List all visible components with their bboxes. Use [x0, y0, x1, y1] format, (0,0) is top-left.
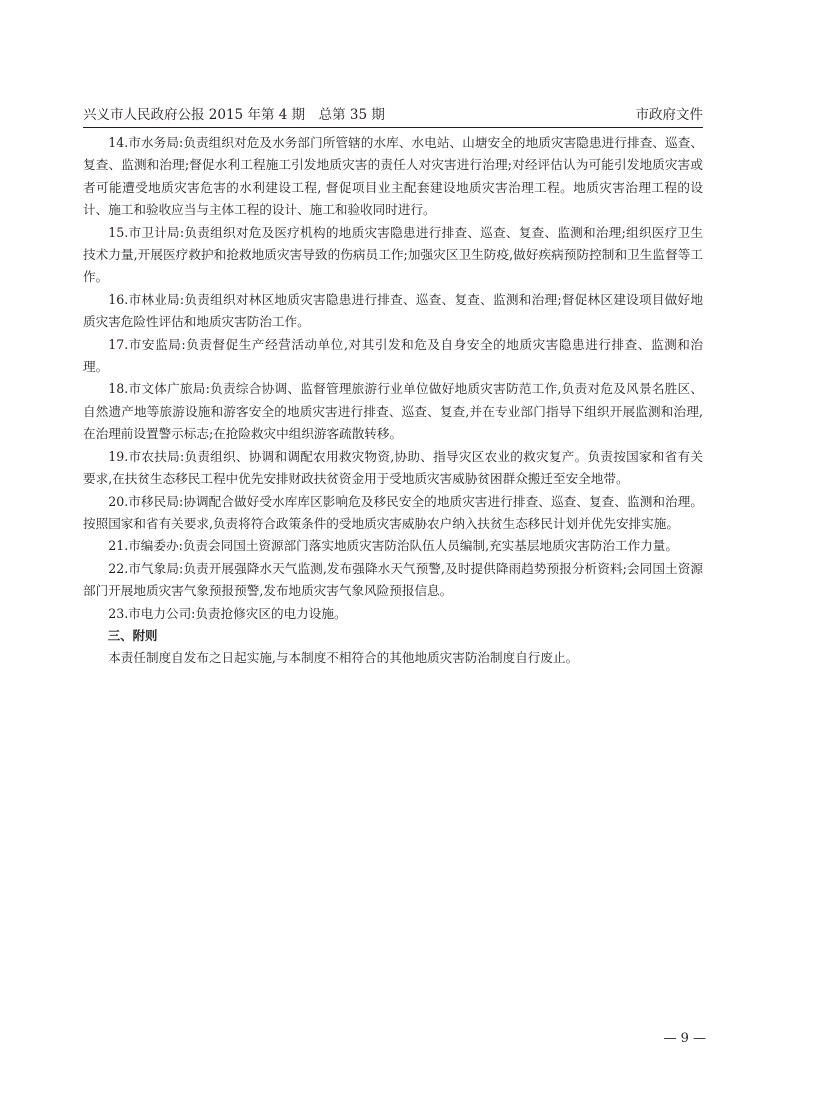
- paragraph-item-15: 15.市卫计局:负责组织对危及医疗机构的地质灾害隐患进行排查、巡查、复查、监测和治理;组织医疗卫生技术力量,开展医疗救护和抢救地质灾害导致的伤病员工作;加强灾区卫生防疫,做好疾病预防控制和卫生监督等工作。: [83, 224, 703, 285]
- paragraph-item-16: 16.市林业局:负责组织对林区地质灾害隐患进行排查、巡查、复查、监测和治理;督促林区建设项目做好地质灾害危险性评估和地质灾害防治工作。: [83, 291, 703, 330]
- header-section-title: 市政府文件: [635, 107, 703, 123]
- paragraph-item-17: 17.市安监局:负责督促生产经营活动单位,对其引发和危及自身安全的地质灾害隐患进行排查、监测和治理。: [83, 336, 703, 375]
- header-rule: [83, 127, 703, 128]
- paragraph-item-21: 21.市编委办:负责会同国土资源部门落实地质灾害防治队伍人员编制,充实基层地质灾害防治工作力量。: [108, 538, 678, 554]
- paragraph-item-14: 14.市水务局:负责组织对危及水务部门所管辖的水库、水电站、山塘安全的地质灾害隐患进行排查、巡查、复查、监测和治理;督促水利工程施工引发地质灾害的责任人对灾害进行治理;对经评估认为可能引发地质灾害或者可能遭受地质灾害危害的水利建设工程, 督促项目业主配套建设地质灾害治理工程。地质灾害治理工程的设计、施工和验收应当与主体工程的设计、施工和验收同时进行。: [83, 135, 703, 218]
- paragraph-item-20: 20.市移民局:协调配合做好受水库库区影响危及移民安全的地质灾害进行排查、巡查、复查、监测和治理。按照国家和省有关要求,负责将符合政策条件的受地质灾害威胁农户纳入扶贫生态移民计划并优先安排实施。: [83, 493, 703, 531]
- document-body: [83, 132, 703, 670]
- page-number: — 9 —: [663, 1031, 706, 1046]
- paragraph-item-18: 18.市文体广旅局:负责综合协调、监督管理旅游行业单位做好地质灾害防范工作,负责对危及风景名胜区、自然遗产地等旅游设施和游客安全的地质灾害进行排查、巡查、复查,并在专业部门指导下组织开展监测和治理,在治理前设置警示标志;在抢险救灾中组织游客疏散转移。: [83, 381, 703, 442]
- section-heading: 三、附则: [107, 627, 158, 643]
- paragraph-item-23: 23.市电力公司:负责抢修灾区的电力设施。: [108, 605, 347, 621]
- paragraph-item-19: 19.市农扶局:负责组织、协调和调配农用救灾物资,协助、指导灾区农业的救灾复产。负责按国家和省有关要求,在扶贫生态移民工程中优先安排财政扶贫资金用于受地质灾害威胁贫困群众搬迁至安全地带。: [83, 448, 703, 487]
- header-publication-title: 兴义市人民政府公报 2015 年第 4 期 总第 35 期: [83, 107, 385, 123]
- paragraph-item-22: 22.市气象局:负责开展强降水天气监测,发布强降水天气预警,及时提供降雨趋势预报分析资料;会同国土资源部门开展地质灾害气象预报预警,发布地质灾害气象风险预报信息。: [83, 560, 703, 599]
- closing-paragraph: 本责任制度自发布之日起实施,与本制度不相符合的其他地质灾害防治制度自行废止。: [108, 650, 579, 666]
- page-header: [83, 104, 703, 126]
